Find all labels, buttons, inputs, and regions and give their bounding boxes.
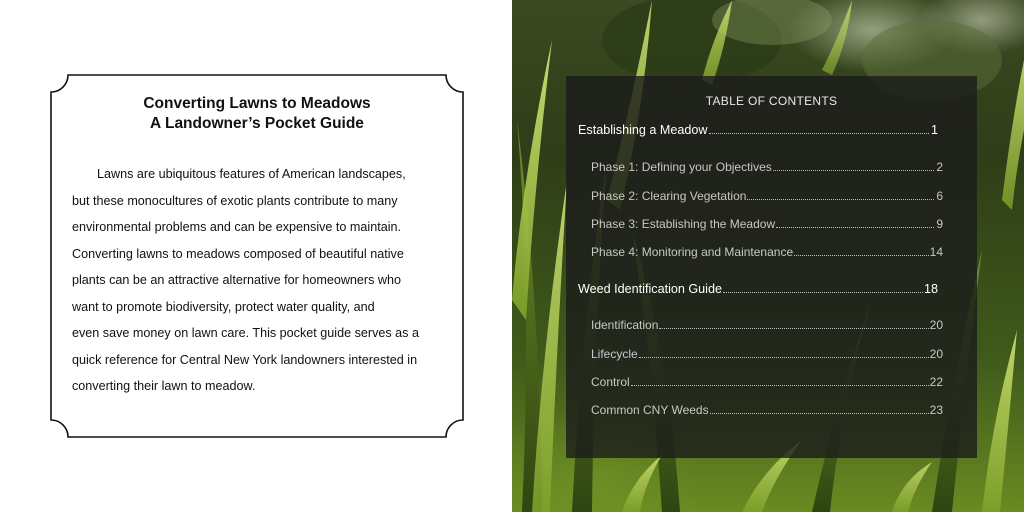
toc-dot-leader [659, 318, 928, 329]
toc-entry-title: Phase 4: Monitoring and Maintenance [591, 245, 794, 259]
toc-dot-leader [773, 160, 934, 171]
intro-line: plants can be an attractive alternative for homeowners who [72, 273, 402, 287]
toc-dot-leader [639, 347, 929, 358]
toc-entry-page: 18 [923, 282, 938, 297]
toc-entry-identification[interactable] [591, 318, 943, 332]
toc-entry-page: 6 [936, 189, 943, 203]
toc-entry-title: Phase 3: Establishing the Meadow [591, 217, 776, 231]
toc-entry-phase-1[interactable] [591, 160, 943, 174]
toc-entry-phase-4[interactable] [591, 245, 943, 259]
toc-entry-weed-identification-guide[interactable] [578, 282, 938, 296]
toc-entry-page: 2 [936, 160, 943, 174]
toc-dot-leader [776, 217, 934, 228]
toc-entry-title: Phase 2: Clearing Vegetation [591, 189, 747, 203]
book-title-main: Converting Lawns to Meadows [143, 95, 371, 112]
toc-entry-phase-3[interactable] [591, 217, 943, 231]
intro-line: Lawns are ubiquitous features of American landscapes, [97, 167, 406, 181]
toc-entry-common-cny-weeds[interactable] [591, 403, 943, 417]
toc-dot-leader [747, 189, 934, 200]
toc-entry-page: 14 [929, 245, 943, 259]
toc-entry-page: 22 [929, 375, 943, 389]
toc-dot-leader [794, 245, 929, 256]
book-subtitle: A Landowner’s Pocket Guide [150, 115, 364, 132]
toc-dot-leader [723, 282, 923, 293]
toc-entry-phase-2[interactable] [591, 189, 943, 203]
intro-paragraph [72, 161, 446, 400]
toc-entry-title: Phase 1: Defining your Objectives [591, 160, 772, 174]
toc-entry-title: Weed Identification Guide [578, 282, 722, 297]
toc-entry-title: Control [591, 375, 630, 389]
toc-dot-leader [710, 403, 929, 414]
intro-line: converting their lawn to meadow. [72, 379, 256, 393]
toc-entry-title: Lifecycle [591, 347, 638, 361]
toc-entry-lifecycle[interactable] [591, 347, 943, 361]
intro-line: quick reference for Central New York landowners interested in [72, 352, 418, 367]
toc-entry-control[interactable] [591, 375, 943, 389]
toc-heading: TABLE OF CONTENTS [705, 94, 838, 108]
toc-dot-leader [631, 375, 929, 386]
toc-entry-page: 20 [929, 318, 943, 332]
intro-line: environmental problems and can be expensive to maintain. [72, 220, 402, 234]
right-page [512, 0, 1024, 512]
intro-line: Converting lawns to meadows composed of beautiful native [72, 246, 404, 261]
toc-entry-page: 1 [930, 123, 938, 138]
book-title [50, 94, 464, 134]
toc-entry-page: 9 [936, 217, 943, 231]
intro-line: but these monocultures of exotic plants contribute to many [72, 193, 398, 208]
toc-entry-establishing-a-meadow[interactable] [578, 123, 938, 137]
toc-entry-page: 23 [929, 403, 943, 417]
intro-line: want to promote biodiversity, protect water quality, and [72, 299, 375, 314]
toc-entry-title: Establishing a Meadow [578, 123, 708, 138]
toc-entry-title: Common CNY Weeds [591, 403, 709, 417]
toc-entry-title: Identification [591, 318, 659, 332]
table-of-contents-panel [566, 76, 977, 458]
toc-entry-page: 20 [929, 347, 943, 361]
intro-line: even save money on lawn care. This pocket guide serves as a [72, 326, 419, 340]
toc-dot-leader [709, 123, 929, 134]
